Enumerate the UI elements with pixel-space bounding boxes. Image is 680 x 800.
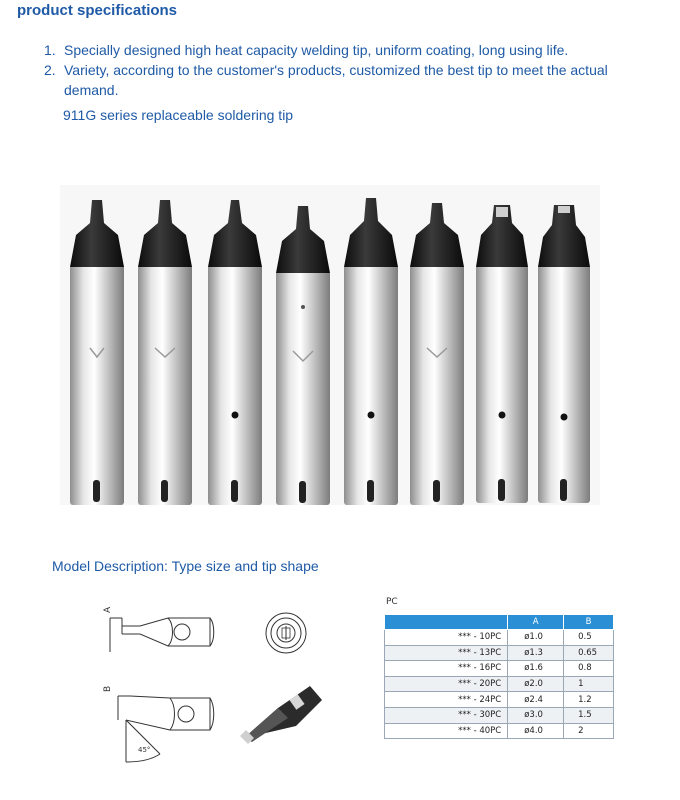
soldering-tip (138, 200, 192, 505)
soldering-tip (344, 198, 398, 505)
cell-b: 1 (564, 676, 614, 692)
cell-b: 1.2 (564, 692, 614, 708)
cell-b: 2 (564, 723, 614, 739)
cell-a: ø1.3 (508, 645, 564, 661)
table-prefix-label: PC (386, 597, 398, 607)
spec-number: 2. (44, 62, 56, 78)
cell-a: ø3.0 (508, 707, 564, 723)
spec-number: 1. (44, 42, 56, 58)
table-header-row (385, 615, 614, 630)
spec-item (44, 60, 644, 100)
cell-model: *** - 24PC (385, 692, 508, 708)
cell-model: *** - 30PC (385, 707, 508, 723)
soldering-tip (276, 206, 330, 505)
soldering-tip (410, 203, 464, 505)
table-row (385, 661, 614, 677)
tip-front-view-diagram (262, 609, 310, 657)
dimension-b-label: B (103, 685, 113, 692)
spec-item (44, 40, 644, 60)
tip-side-view-diagram (100, 600, 215, 655)
cell-model: *** - 16PC (385, 661, 508, 677)
spec-text: Specially designed high heat capacity welding tip, uniform coating, long using life. (64, 42, 569, 58)
dimension-a-label: A (103, 606, 113, 613)
angle-label: 45° (138, 746, 151, 754)
table-row (385, 645, 614, 661)
table-row (385, 676, 614, 692)
cell-a: ø1.0 (508, 630, 564, 646)
cell-b: 0.5 (564, 630, 614, 646)
spec-text: Variety, according to the customer's products, customized the best tip to meet the actual demand. (64, 62, 608, 98)
cell-a: ø2.4 (508, 692, 564, 708)
table-row (385, 723, 614, 739)
tip-size-table (384, 614, 614, 739)
spec-list (44, 40, 644, 100)
soldering-tip (538, 205, 590, 503)
cell-model: *** - 40PC (385, 723, 508, 739)
soldering-tips-photo (60, 185, 600, 505)
table-row (385, 707, 614, 723)
header-a: A (508, 615, 564, 630)
page-title: product specifications (17, 2, 178, 19)
cell-b: 0.65 (564, 645, 614, 661)
cell-b: 0.8 (564, 661, 614, 677)
cell-a: ø1.6 (508, 661, 564, 677)
model-description-title: Model Description: Type size and tip shape (52, 558, 319, 574)
cell-a: ø2.0 (508, 676, 564, 692)
cell-model: *** - 20PC (385, 676, 508, 692)
soldering-tip (476, 205, 528, 503)
cell-model: *** - 10PC (385, 630, 508, 646)
cell-model: *** - 13PC (385, 645, 508, 661)
header-b: B (564, 615, 614, 630)
series-caption: 911G series replaceable soldering tip (63, 107, 294, 123)
cell-a: ø4.0 (508, 723, 564, 739)
soldering-tip (70, 200, 124, 505)
table-row (385, 630, 614, 646)
table-row (385, 692, 614, 708)
soldering-tip (208, 200, 262, 505)
tip-3d-render (238, 678, 324, 744)
cell-b: 1.5 (564, 707, 614, 723)
header-model (385, 615, 508, 630)
tip-angle-diagram (100, 680, 220, 768)
